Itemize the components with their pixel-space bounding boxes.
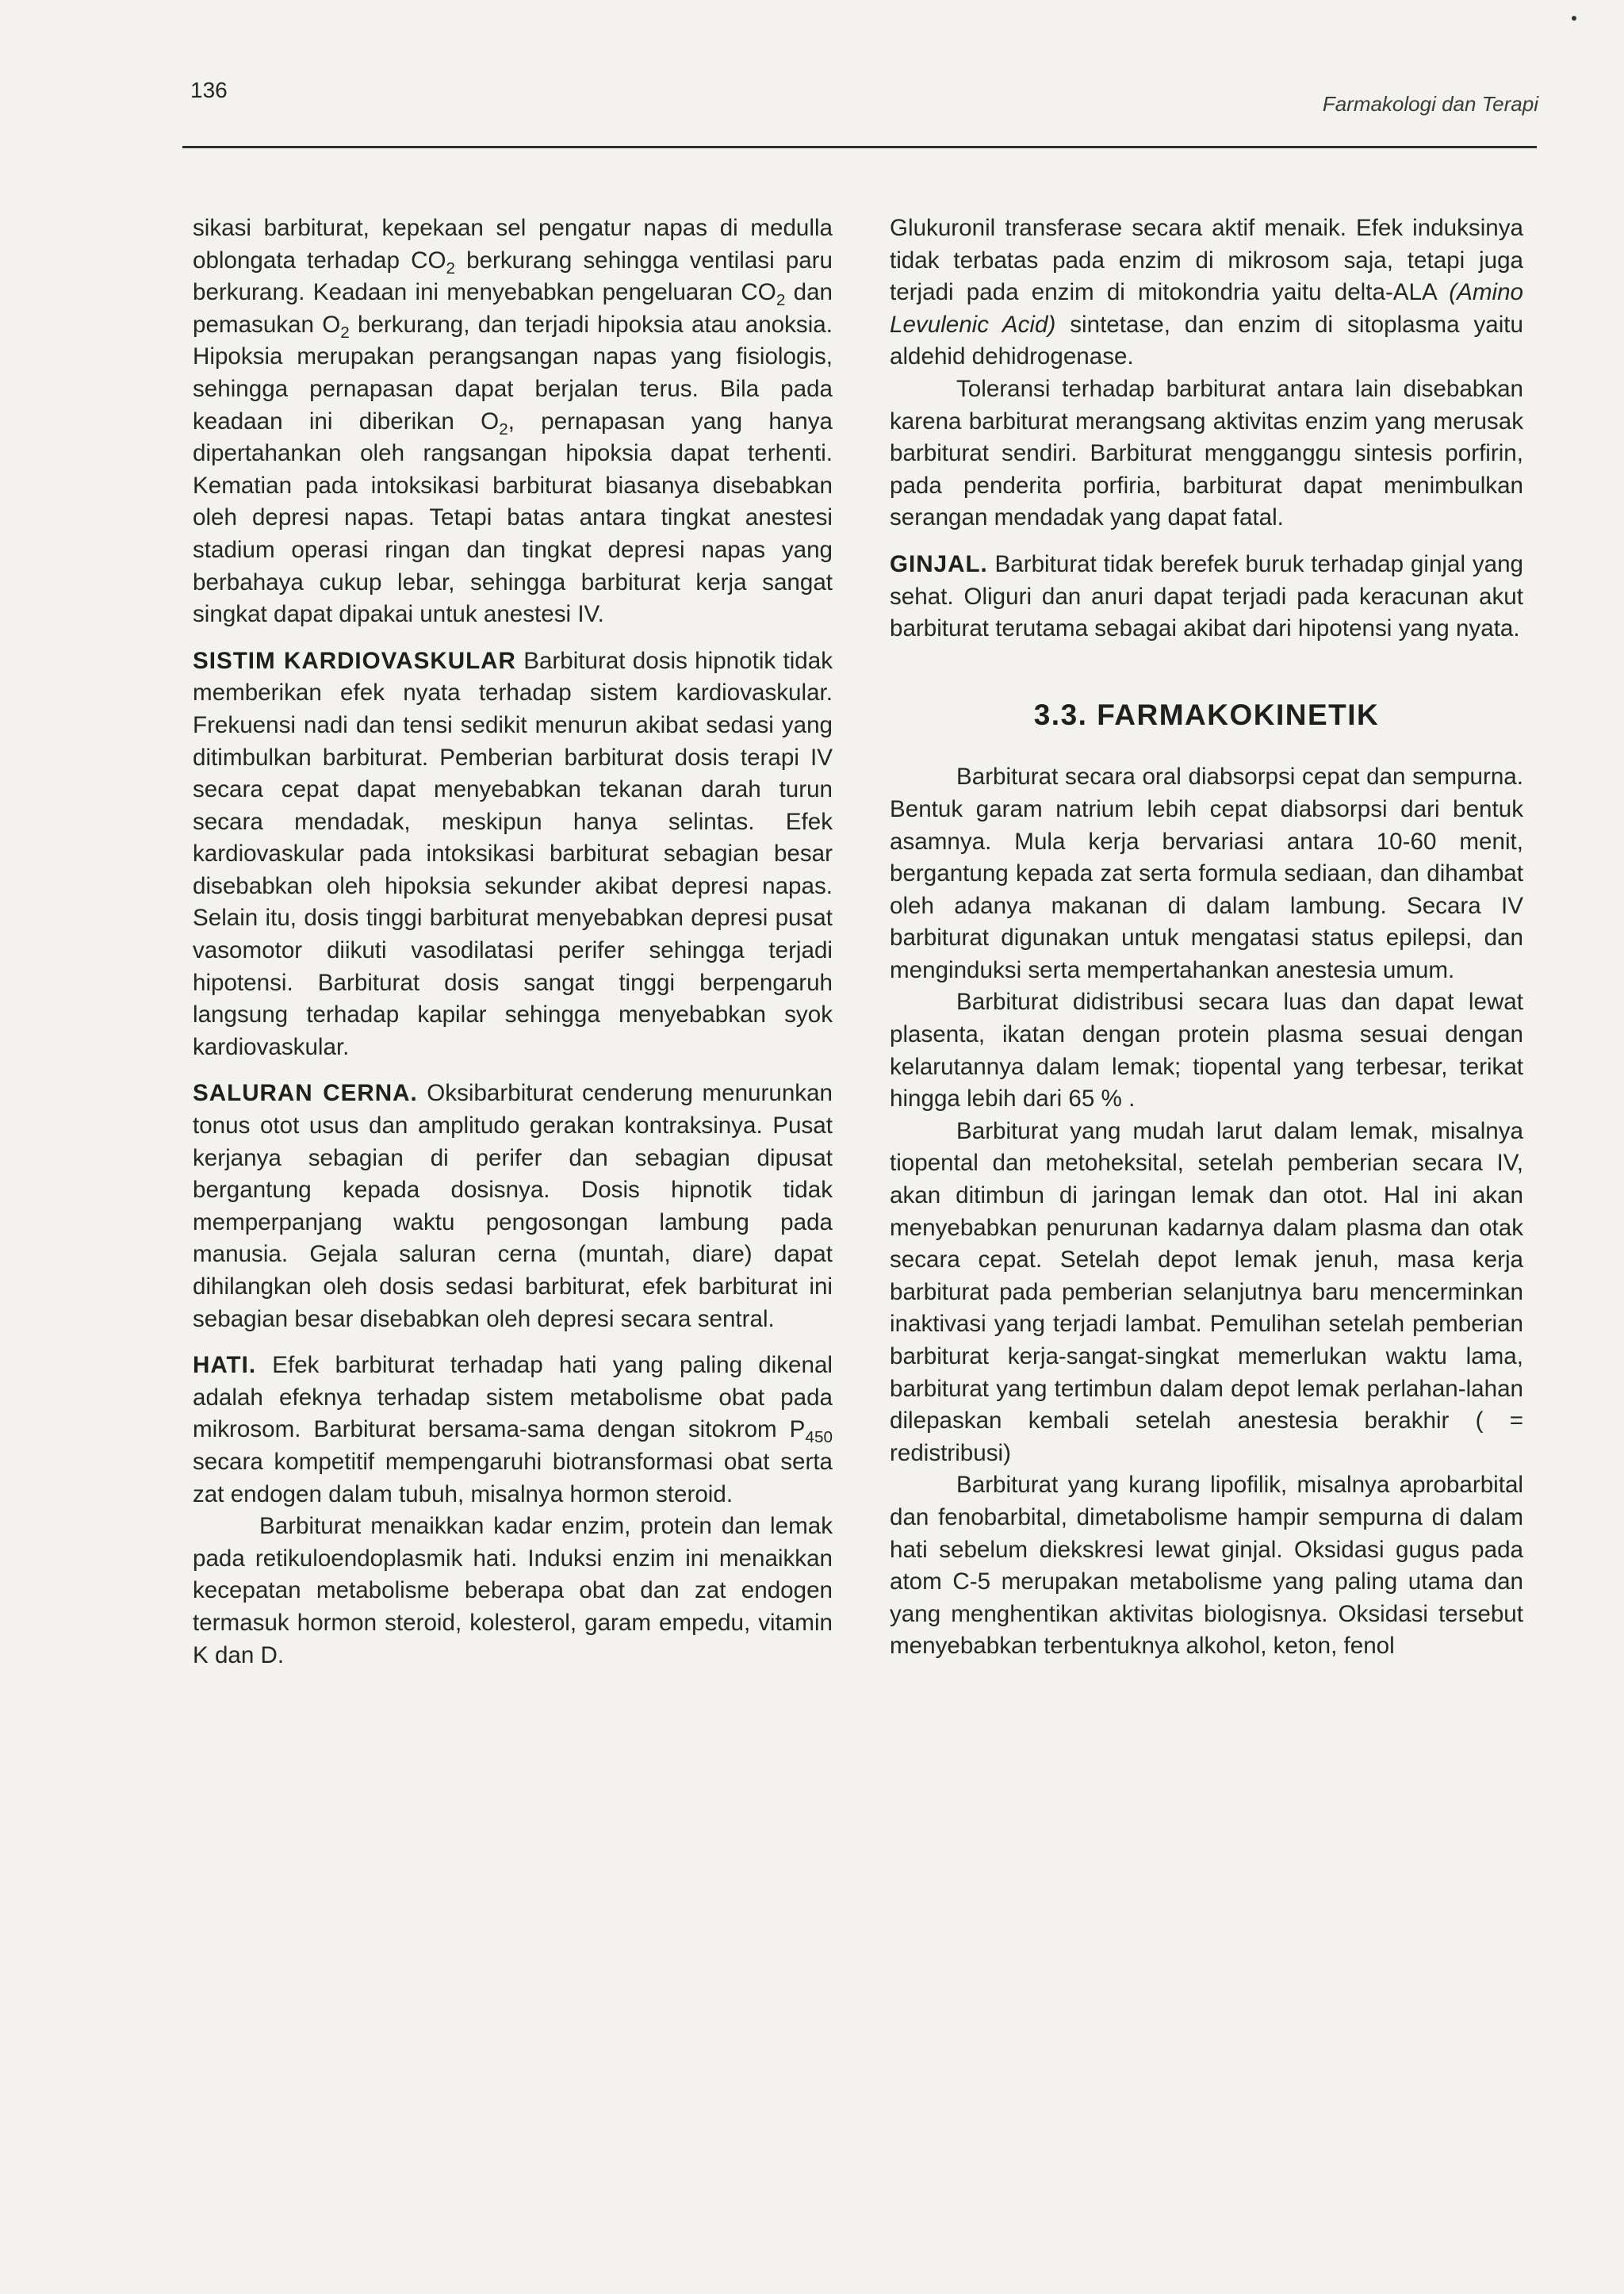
left-column — [193, 213, 833, 1672]
distribution-paragraph: Barbiturat didistribusi secara luas dan dapat lewat plasenta, ikatan dengan protein plasma sesuai dengan kelarutannya dalam lemak; tiopental yang terbesar, terikat hingga lebih dari 65 % . — [890, 989, 1523, 1113]
absorption-paragraph: Barbiturat secara oral diabsorpsi cepat dan sempurna. Bentuk garam natrium lebih cepat diabsorpsi dari bentuk asamnya. Mula kerja bervariasi antara 10-60 menit, bergantung kepada zat serta formula sediaan, dan dihambat oleh adanya makanan di dalam lambung. Secara IV barbiturat digunakan untuk mengatasi status epilepsi, dan menginduksi serta mempertahankan anestesia umum. — [890, 764, 1523, 983]
digestive-paragraph: SALURAN CERNA. Oksibarbiturat cenderung menurunkan tonus otot usus dan amplitudo gerakan kontraksinya. Pusat kerjanya sebagian di perifer dan sebagian dipusat bergantung kepada dosisnya. Dosis hipnotik tidak memperpanjang waktu pengosongan lambung pada manusia. Gejala saluran cerna (muntah, diare) dapat dihilangkan oleh dosis sedasi barbiturat, efek barbiturat ini sebagian besar disebabkan oleh depresi secara sentral. — [193, 1080, 833, 1332]
right-column — [890, 213, 1523, 1663]
running-head: Farmakologi dan Terapi — [1322, 92, 1538, 116]
liver-paragraph: HATI. Efek barbiturat terhadap hati yang paling dikenal adalah efeknya terhadap sistem metabolisme obat pada mikrosom. Barbiturat bersama-sama dengan sitokrom $P_{450}$ secara kompetitif mempengaruhi biotransformasi obat serta zat endogen dalam tubuh, misalnya hormon steroid. — [193, 1352, 833, 1507]
liver-heading: HATI. — [193, 1352, 257, 1379]
header-rule — [182, 146, 1537, 148]
page-header — [190, 68, 1538, 132]
tolerance-paragraph: Toleransi terhadap barbiturat antara lain disebabkan karena barbiturat merangsang aktivitas enzim yang merusak barbiturat sendiri. Barbiturat mengganggu sintesis porfirin, pada penderita porfiria, barbiturat dapat menimbulkan serangan mendadak yang dapat fatal. — [890, 375, 1523, 531]
scan-speck — [1572, 16, 1576, 21]
kidney-heading: GINJAL. — [890, 550, 988, 577]
page-number: 136 — [190, 78, 228, 102]
digestive-heading: SALURAN CERNA. — [193, 1080, 418, 1107]
cardiovascular-paragraph: SISTIM KARDIOVASKULAR Barbiturat dosis hipnotik tidak memberikan efek nyata terhadap sistem kardiovaskular. Frekuensi nadi dan tensi sedikit menurun akibat sedasi yang ditimbulkan barbiturat. Pemberian barbiturat dosis terapi IV secara cepat dapat menyebabkan tekanan darah turun secara mendadak, meskipun hanya selintas. Efek kardiovaskular pada intoksikasi barbiturat sebagian besar disebabkan oleh hipoksia sekunder akibat depresi napas. Selain itu, dosis tinggi barbiturat menyebabkan depresi pusat vasomotor diikuti vasodilatasi perifer sehingga terjadi hipotensi. Barbiturat dosis sangat tinggi berpengaruh langsung terhadap kapilar sehingga menyebabkan syok kardiovaskular. — [193, 647, 833, 1060]
cardiovascular-heading: SISTIM KARDIOVASKULAR — [193, 647, 516, 674]
metabolism-paragraph: Barbiturat yang kurang lipofilik, misalnya aprobarbital dan fenobarbital, dimetabolisme hampir sempurna di dalam hati sebelum diekskresi lewat ginjal. Oksidasi gugus pada atom C-5 merupakan metabolisme yang paling utama dan yang menghentikan aktivitas biologisnya. Oksidasi tersebut menyebabkan terbentuknya alkohol, keton, fenol — [890, 1472, 1523, 1660]
liver-enzyme-paragraph: Barbiturat menaikkan kadar enzim, protein dan lemak pada retikuloendoplasmik hati. Induksi enzim ini menaikkan kecepatan metabolisme beberapa obat dan zat endogen termasuk hormon steroid, kolesterol, garam empedu, vitamin K dan D. — [193, 1513, 833, 1668]
kidney-paragraph: GINJAL. Barbiturat tidak berefek buruk terhadap ginjal yang sehat. Oliguri dan anuri dapat terjadi pada keracunan akut barbiturat terutama sebagai akibat dari hipotensi yang nyata. — [890, 550, 1523, 642]
glucuronyl-paragraph: Glukuronil transferase secara aktif menaik. Efek induksinya tidak terbatas pada enzim di mikrosom saja, tetapi juga terjadi pada enzim di mitokondria yaitu delta-ALA (Amino Levulenic Acid) sintetase, dan enzim di sitoplasma yaitu aldehid dehidrogenase. — [890, 215, 1523, 370]
redistribution-paragraph: Barbiturat yang mudah larut dalam lemak, misalnya tiopental dan metoheksital, setelah pemberian secara IV, akan ditimbun di jaringan lemak dan otot. Hal ini akan menyebabkan penurunan kadarnya dalam plasma dan otak secara cepat. Setelah depot lemak jenuh, masa kerja barbiturat pada pemberian selanjutnya baru mencerminkan inaktivasi yang terjadi lambat. Pemulihan setelah pemberian barbiturat kerja-sangat-singkat memerlukan waktu lama, barbiturat yang tertimbun dalam depot lemak perlahan-lahan dilepaskan kembali setelah anestesia berakhir ( = redistribusi) — [890, 1117, 1523, 1466]
section-title: 3.3. FARMAKOKINETIK — [1033, 698, 1380, 731]
respiration-paragraph: sikasi barbiturat, kepekaan sel pengatur napas di medulla oblongata terhadap $CO_2$ berkurang sehingga ventilasi paru berkurang. Keadaan ini menyebabkan pengeluaran $CO_2$ dan pemasukan $O_2$ berkurang, dan terjadi hipoksia atau anoksia. Hipoksia merupakan perangsangan napas yang fisiologis, sehingga pernapasan dapat berjalan terus. Bila pada keadaan ini diberikan $O_2$, pernapasan yang hanya dipertahankan oleh rangsangan hipoksia dapat terhenti. Kematian pada intoksikasi barbiturat biasanya disebabkan oleh depresi napas. Tetapi batas antara tingkat anestesi stadium operasi ringan dan tingkat depresi napas yang berbahaya cukup lebar, sehingga barbiturat kerja sangat singkat dapat dipakai untuk anestesi IV. — [193, 215, 833, 628]
